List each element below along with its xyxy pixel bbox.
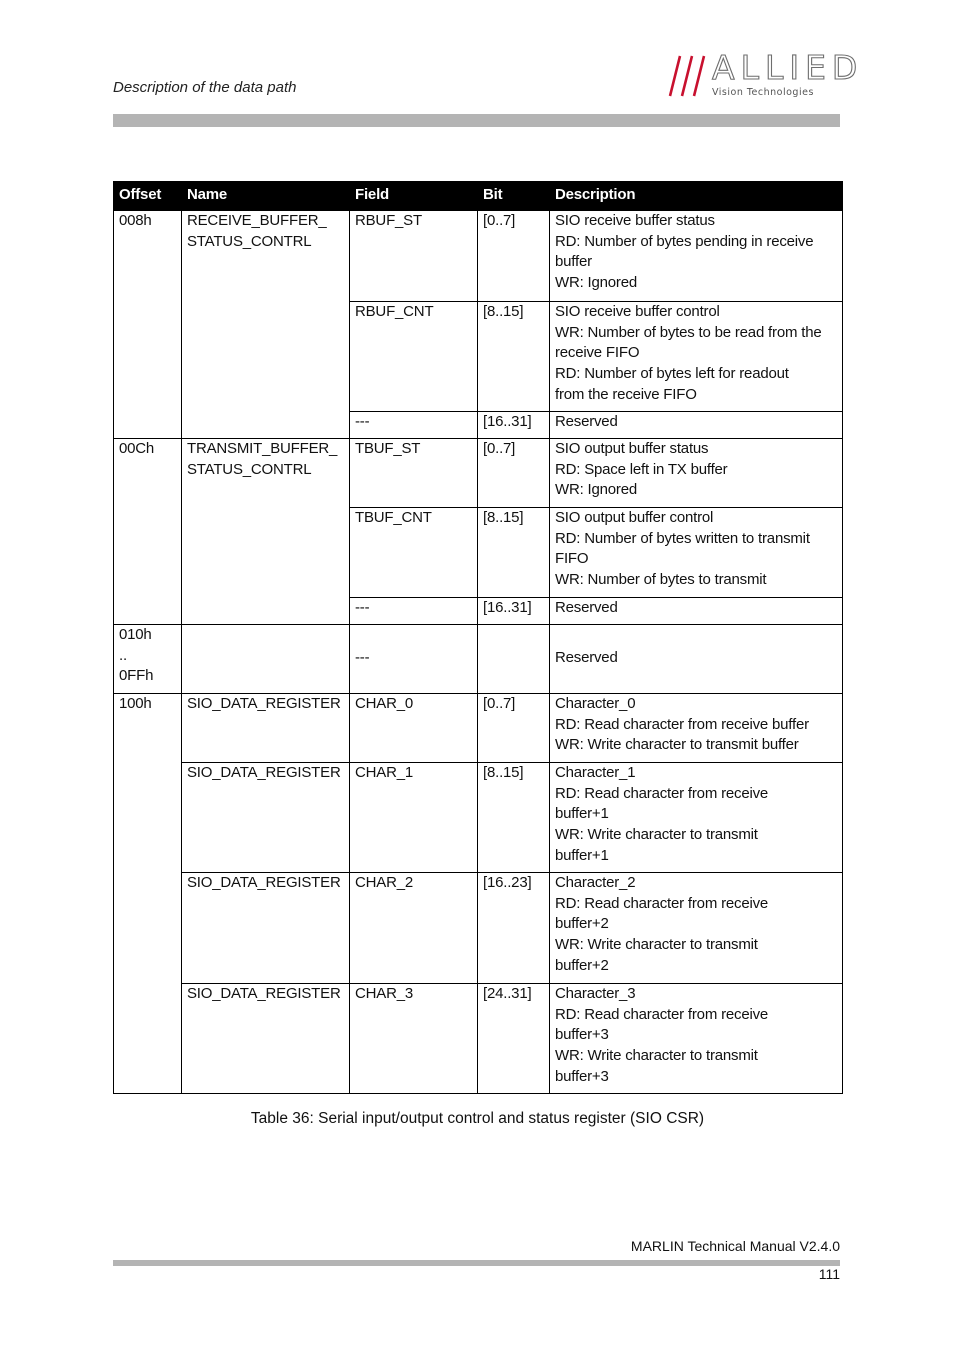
name-cell [182, 438, 350, 624]
description-line: SIO output buffer status [555, 439, 709, 457]
description-line: WR: Ignored [555, 274, 637, 292]
offset-text: 010h [119, 625, 152, 643]
description-line: SIO output buffer control [555, 508, 714, 526]
name-text: RECEIVE_BUFFER_ [187, 211, 327, 229]
description-line: WR: Write character to transmit [555, 1047, 758, 1065]
field-cell: TBUF_ST [350, 438, 478, 507]
description-line: Reserved [555, 598, 618, 616]
table-row [114, 210, 843, 301]
section-title: Description of the data path [113, 79, 297, 96]
header-divider-bar [113, 114, 840, 127]
name-cell [182, 624, 350, 693]
bit-cell: [0..7] [478, 438, 550, 507]
description-line: SIO receive buffer status [555, 211, 715, 229]
offset-cell [114, 693, 182, 1093]
name-cell [182, 983, 350, 1093]
table-row [114, 438, 843, 507]
description-line: RD: Number of bytes left for readout [555, 365, 789, 383]
column-header-offset: Offset [114, 182, 182, 211]
field-cell: CHAR_0 [350, 693, 478, 762]
field-cell: CHAR_3 [350, 983, 478, 1093]
description-line: RD: Read character from receive [555, 1005, 769, 1023]
logo-subtitle: Vision Technologies [712, 87, 814, 98]
bit-cell: [16..31] [478, 411, 550, 438]
description-line: buffer+1 [555, 846, 609, 864]
description-cell [550, 597, 843, 624]
name-text: SIO_DATA_REGISTER [187, 873, 341, 891]
bit-cell: [8..15] [478, 762, 550, 872]
name-cell [182, 210, 350, 438]
description-cell [550, 983, 843, 1093]
description-line: SIO receive buffer control [555, 302, 720, 320]
name-text: TRANSMIT_BUFFER_ [187, 439, 338, 457]
name-text: SIO_DATA_REGISTER [187, 763, 341, 781]
field-cell: CHAR_2 [350, 872, 478, 983]
bit-cell: [8..15] [478, 301, 550, 411]
page-number: 111 [818, 1266, 840, 1282]
description-line: WR: Write character to transmit [555, 936, 758, 954]
field-cell: TBUF_CNT [350, 507, 478, 597]
description-line: Character_3 [555, 984, 636, 1002]
table-row [114, 624, 843, 693]
column-header-field: Field [350, 182, 478, 211]
description-line: WR: Number of bytes to be read from the [555, 323, 822, 341]
name-text: STATUS_CONTRL [187, 460, 312, 478]
table-row [114, 693, 843, 762]
description-line: RD: Number of bytes pending in receive [555, 232, 814, 250]
table-row [114, 872, 843, 983]
description-line: buffer [555, 253, 592, 271]
offset-text: 100h [119, 694, 152, 712]
description-cell [550, 507, 843, 597]
logo-slashes-icon [668, 54, 712, 100]
description-line: Character_0 [555, 694, 636, 712]
offset-text: .. [119, 646, 127, 664]
name-text: STATUS_CONTRL [187, 232, 312, 250]
bit-cell: [16..23] [478, 872, 550, 983]
offset-text: 008h [119, 211, 152, 229]
bit-cell: [24..31] [478, 983, 550, 1093]
name-cell [182, 762, 350, 872]
manual-title: MARLIN Technical Manual V2.4.0 [630, 1238, 840, 1254]
logo-word: ALLIED [712, 48, 864, 87]
offset-cell [114, 624, 182, 693]
offset-cell [114, 438, 182, 624]
description-line: RD: Read character from receive [555, 894, 769, 912]
description-cell [550, 762, 843, 872]
description-line: Reserved [555, 649, 618, 667]
field-cell: RBUF_ST [350, 210, 478, 301]
description-line: Reserved [555, 412, 618, 430]
description-cell [550, 872, 843, 983]
offset-text: 0FFh [119, 667, 154, 685]
name-text: SIO_DATA_REGISTER [187, 694, 341, 712]
description-line: Character_1 [555, 763, 636, 781]
description-line: buffer+2 [555, 956, 609, 974]
description-cell [550, 438, 843, 507]
offset-text: 00Ch [119, 439, 155, 457]
column-header-description: Description [550, 182, 843, 211]
bit-cell: [0..7] [478, 210, 550, 301]
bit-cell: [16..31] [478, 597, 550, 624]
description-line: WR: Write character to transmit buffer [555, 736, 799, 754]
description-line: RD: Space left in TX buffer [555, 460, 728, 478]
description-line: WR: Write character to transmit [555, 826, 758, 844]
description-line: RD: Read character from receive buffer [555, 715, 809, 733]
allied-logo [668, 48, 864, 100]
description-line: receive FIFO [555, 344, 640, 362]
description-line: RD: Number of bytes written to transmit [555, 529, 810, 547]
description-cell [550, 210, 843, 301]
bit-cell [478, 624, 550, 693]
description-cell [550, 693, 843, 762]
description-line: Character_2 [555, 873, 636, 891]
name-cell [182, 693, 350, 762]
description-cell [550, 411, 843, 438]
offset-cell [114, 210, 182, 438]
field-cell: --- [350, 411, 478, 438]
table-caption: Table 36: Serial input/output control and status register (SIO CSR) [250, 1110, 705, 1127]
bit-cell: [8..15] [478, 507, 550, 597]
description-line: RD: Read character from receive [555, 784, 769, 802]
bit-cell: [0..7] [478, 693, 550, 762]
name-cell [182, 872, 350, 983]
column-header-bit: Bit [478, 182, 550, 211]
column-header-name: Name [182, 182, 350, 211]
description-cell [550, 624, 843, 693]
table-header-row [114, 182, 843, 211]
sio-register-table [113, 181, 843, 1094]
name-text: SIO_DATA_REGISTER [187, 984, 341, 1002]
description-line: from the receive FIFO [555, 385, 697, 403]
footer-divider-bar [113, 1260, 840, 1266]
field-cell: --- [350, 624, 478, 693]
description-line: WR: Ignored [555, 481, 637, 499]
field-cell: RBUF_CNT [350, 301, 478, 411]
table-row [114, 762, 843, 872]
description-line: buffer+3 [555, 1067, 609, 1085]
description-line: buffer+3 [555, 1026, 609, 1044]
field-cell: CHAR_1 [350, 762, 478, 872]
field-cell: --- [350, 597, 478, 624]
description-line: FIFO [555, 550, 589, 568]
description-cell [550, 301, 843, 411]
description-line: buffer+2 [555, 915, 609, 933]
table-row [114, 983, 843, 1093]
description-line: WR: Number of bytes to transmit [555, 571, 767, 589]
description-line: buffer+1 [555, 805, 609, 823]
